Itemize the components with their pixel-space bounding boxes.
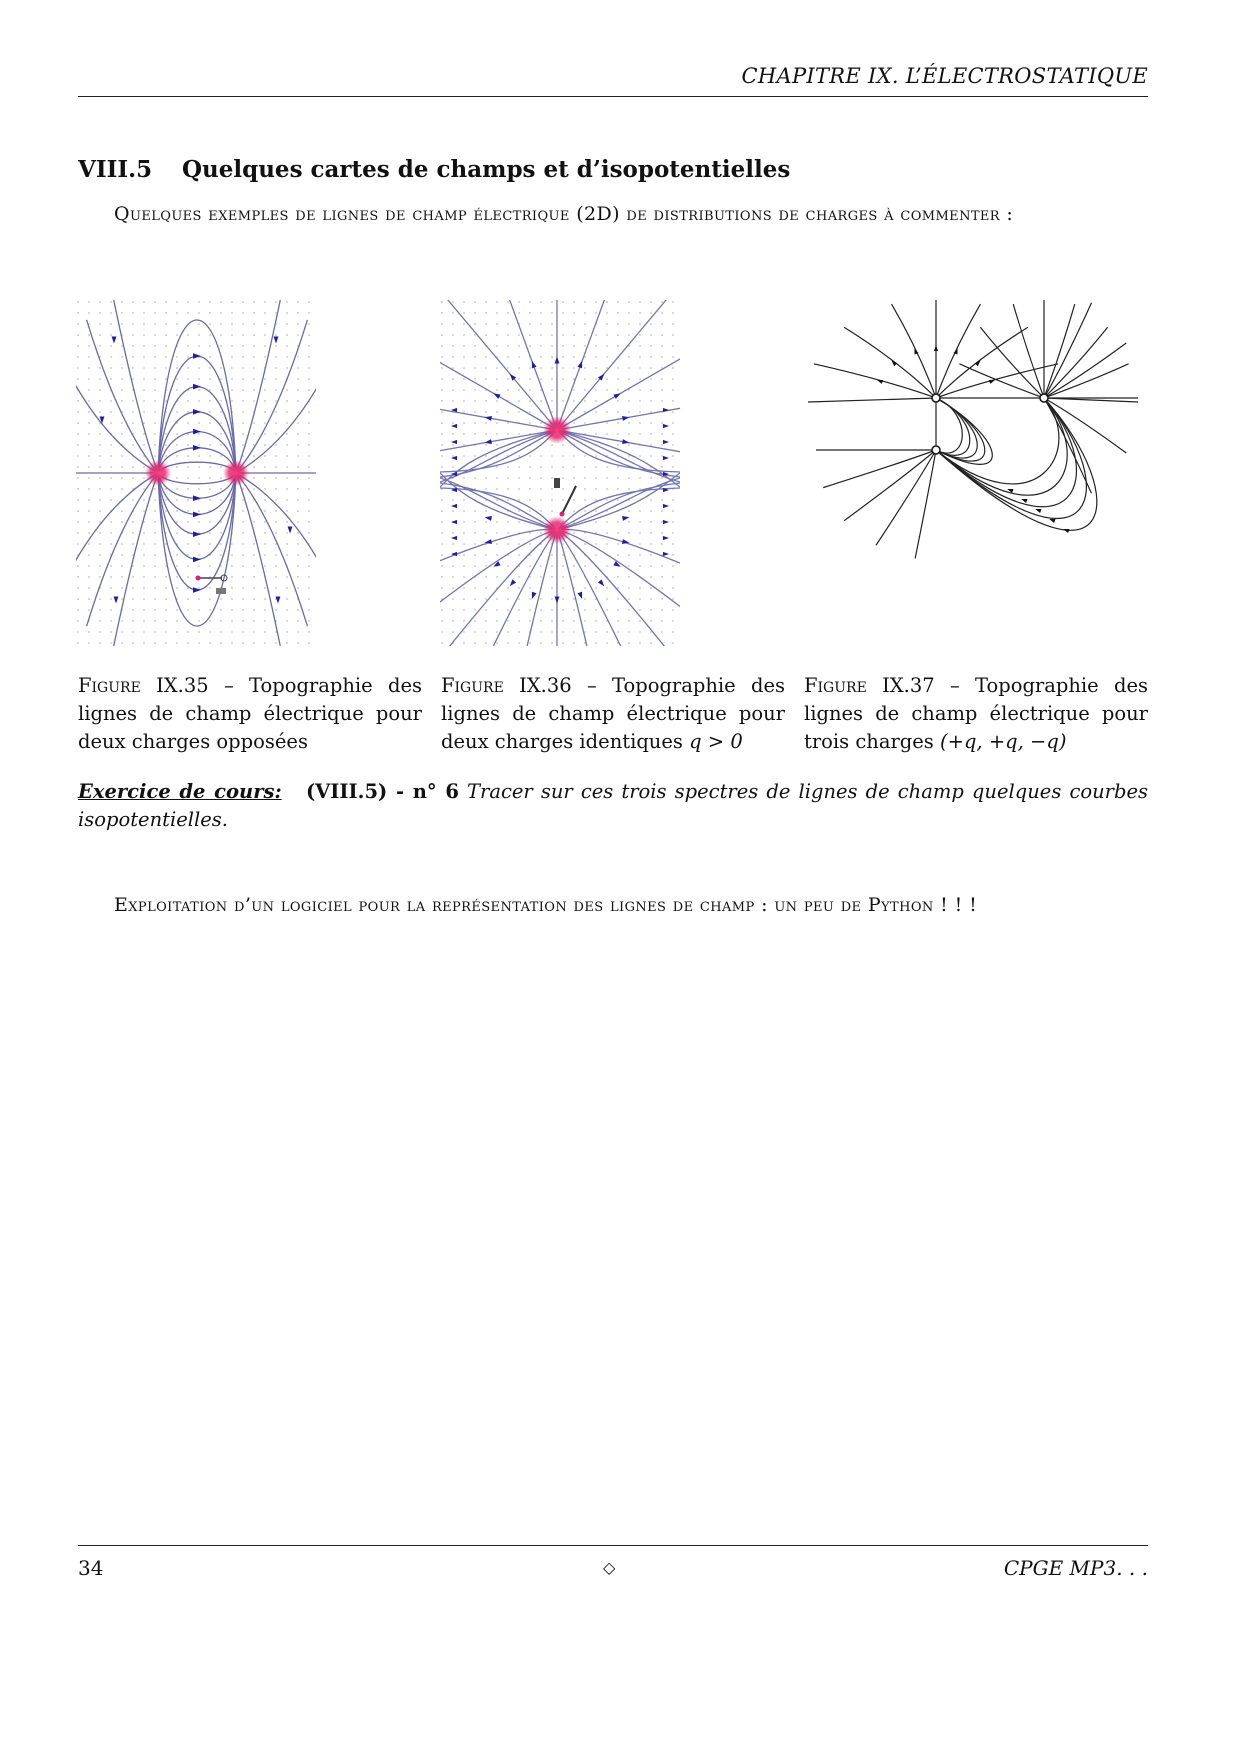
section-title: Quelques cartes de champs et d’isopotentielles [182, 156, 791, 183]
field-arrow [1020, 497, 1027, 503]
probe-point [196, 576, 201, 581]
charge-top [543, 416, 571, 444]
charge-bottom [543, 516, 571, 544]
probe-marker [216, 588, 226, 594]
figure-opposite-charges [76, 300, 316, 646]
figure-37-text: – Topographie des lignes de champ électrique pour trois charges [804, 674, 1148, 753]
field-arrow [1034, 507, 1041, 513]
grid-background [440, 300, 680, 646]
field-line [936, 398, 1067, 495]
probe-marker [554, 478, 560, 488]
field-line [1013, 304, 1044, 398]
diamond-icon: ◇ [603, 1558, 616, 1577]
field-line [915, 450, 936, 558]
section-number: VIII.5 [78, 156, 153, 183]
field-line [892, 304, 936, 398]
field-arrow [934, 345, 938, 351]
exercise-text: Tracer sur ces trois spectres de lignes de champ quelques courbes isopotentielles. [78, 780, 1149, 831]
figure-37-caption [804, 672, 1148, 756]
exercise-label: Exercice de cours: [78, 780, 282, 803]
chapter-title: CHAPITRE IX. L’ÉLECTROSTATIQUE [741, 64, 1148, 88]
intro-paragraph: Quelques exemples de lignes de champ électrique (2D) de distributions de charges à commenter : [114, 203, 1014, 225]
field-line [1044, 398, 1126, 453]
running-header [78, 62, 1148, 97]
field-line [936, 304, 980, 398]
field-line [1044, 364, 1129, 398]
field-line [959, 364, 1044, 398]
figure-36-caption [441, 672, 785, 756]
figure-36-field-map [440, 300, 680, 646]
footer-rule [78, 1545, 1148, 1546]
field-line [936, 398, 1097, 530]
field-line [1044, 304, 1075, 398]
figure-35-label: Figure IX.35 [78, 674, 209, 697]
figure-35-text: – Topographie des lignes de champ électrique pour deux charges opposées [78, 674, 422, 753]
charge-minus [932, 446, 940, 454]
figure-three-charges [808, 300, 1138, 560]
field-arrows [876, 345, 1069, 533]
figure-35-field-map [76, 300, 316, 646]
field-line [808, 398, 936, 402]
python-paragraph: Exploitation d’un logiciel pour la représentation des lignes de champ : un peu de Python ! ! ! [114, 894, 978, 916]
figure-36-math: q > 0 [689, 730, 743, 753]
field-line [844, 450, 936, 521]
figure-37-field-map [808, 300, 1138, 560]
field-line [1044, 398, 1138, 402]
charge-negative [223, 460, 249, 486]
figure-36-label: Figure IX.36 [441, 674, 572, 697]
figure-36-text: – Topographie des lignes de champ électrique pour deux charges identiques [441, 674, 785, 753]
charge-positive [145, 460, 171, 486]
probe-point [560, 512, 565, 517]
footer-course: CPGE MP3. . . [1003, 1556, 1148, 1580]
exercise-block [78, 778, 1148, 834]
section-heading [78, 156, 790, 183]
charge-plus-left [932, 394, 940, 402]
figure-37-math: (+q, +q, −q) [940, 730, 1067, 753]
figure-37-label: Figure IX.37 [804, 674, 935, 697]
field-lines [808, 300, 1138, 558]
page-number: 34 [78, 1556, 104, 1580]
figure-35-caption [78, 672, 422, 756]
field-arrow [876, 378, 883, 384]
field-line [823, 450, 936, 488]
field-line [936, 398, 970, 455]
figure-identical-charges [440, 300, 680, 646]
charge-plus-right [1040, 394, 1048, 402]
exercise-reference: (VIII.5) - n° 6 [305, 780, 459, 803]
